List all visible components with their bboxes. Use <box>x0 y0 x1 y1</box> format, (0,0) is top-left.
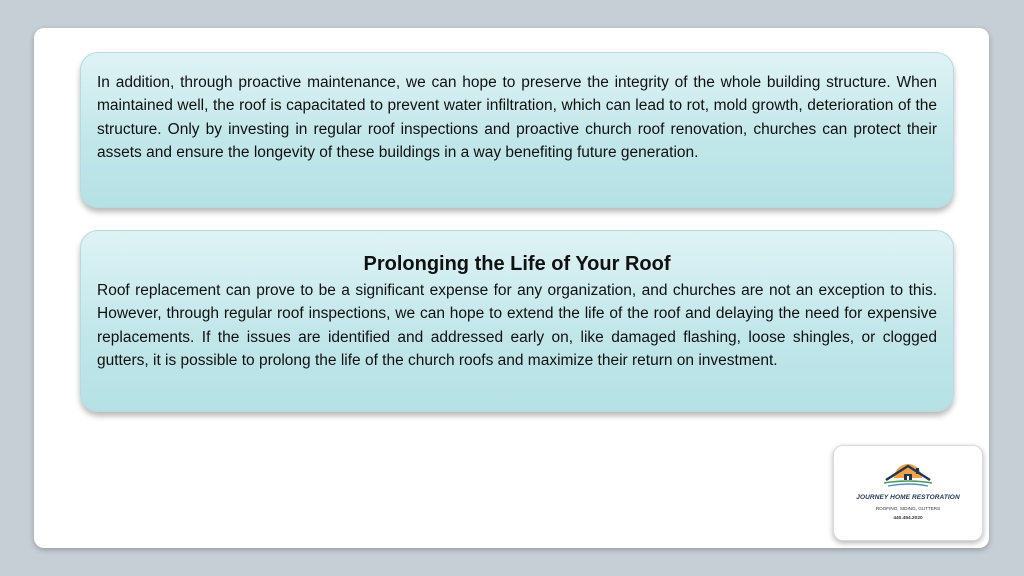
section-heading: Prolonging the Life of Your Roof <box>363 253 671 275</box>
company-logo-card <box>833 445 983 541</box>
roof-life-panel <box>80 230 954 412</box>
house-sun-logo-icon <box>878 456 938 488</box>
company-phone: 440.454.2020 <box>893 516 923 521</box>
maintenance-paragraph: In addition, through proactive maintenance, we can hope to preserve the integrity of the whole building structure. When maintained well, the roof is capacitated to prevent water infiltration, which can lead to rot, mold growth, deterioration of the structure. Only by investing in regular roof inspections and proactive church roof renovation, churches can protect their assets and ensure the longevity of these buildings in a way benefiting future generation. <box>97 74 937 162</box>
roof-life-paragraph: Roof replacement can prove to be a significant expense for any organization, and churches are not an exception to this. However, through regular roof inspections, we can hope to extend the life of the roof and delaying the need for expensive replacements. If the issues are identified and addressed early on, like damaged flashing, loose shingles, or clogged gutters, it is possible to prolong the life of the church roofs and maximize their return on investment. <box>97 282 937 370</box>
slide <box>34 28 989 548</box>
company-name: JOURNEY HOME RESTORATION <box>856 494 960 501</box>
company-tagline: ROOFING, SIDING, GUTTERS <box>875 506 941 511</box>
maintenance-panel <box>80 52 954 208</box>
